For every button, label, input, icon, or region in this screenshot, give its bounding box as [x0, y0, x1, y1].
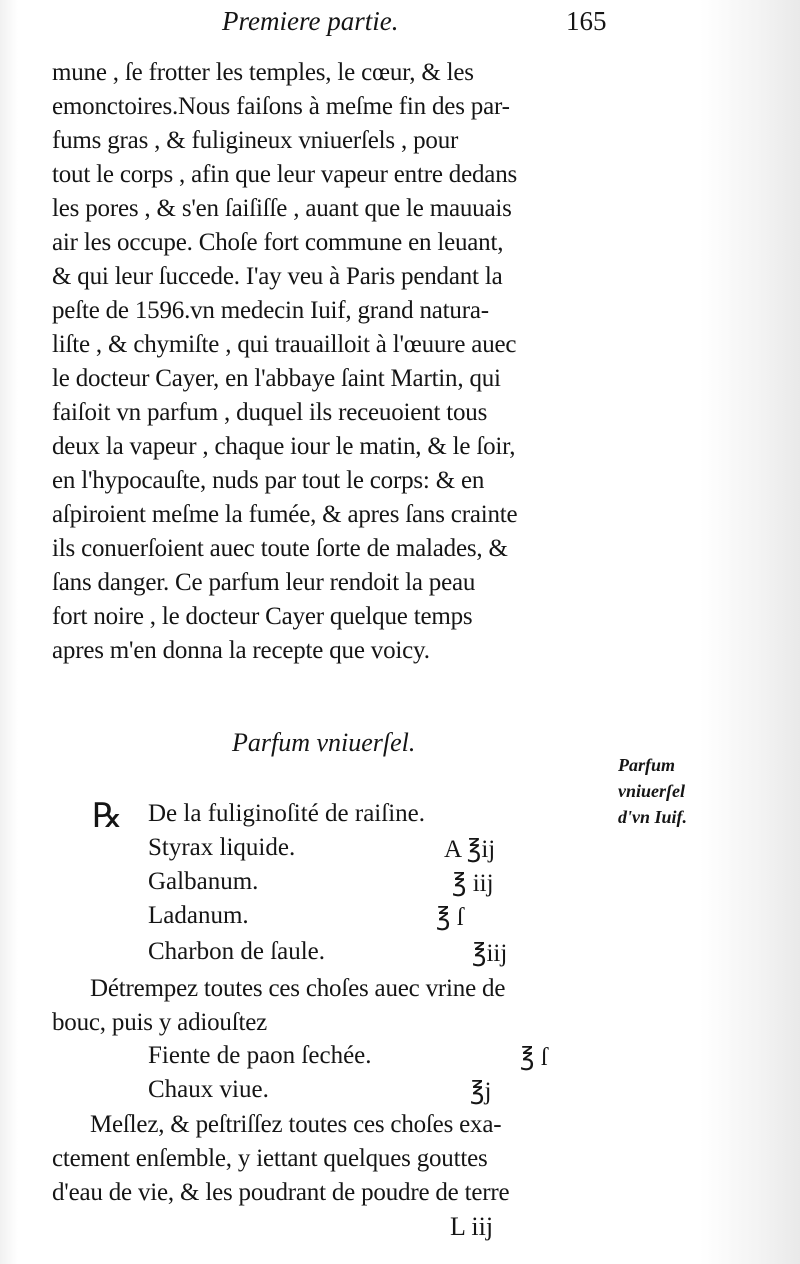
recipe-item-name: Styrax liquide.	[148, 834, 296, 861]
body-line: fort noire , le docteur Cayer quelque temps	[52, 603, 473, 630]
margin-note-line: Parfum	[618, 755, 676, 775]
recipe-symbol: ℞	[92, 796, 123, 836]
running-header-title: Premiere partie.	[222, 6, 399, 36]
recipe-instruction: bouc, puis y adiouſtez	[52, 1009, 267, 1036]
body-line: tout le corps , afin que leur vapeur entre dedans	[52, 161, 518, 188]
recipe-item-name: Fiente de paon ſechée.	[148, 1042, 372, 1069]
body-line: fums gras , & fuligineux vniuerſels , pour	[52, 127, 459, 154]
margin-note-line: d'vn Iuif.	[618, 807, 688, 827]
recipe-item-name: Ladanum.	[148, 902, 249, 929]
recipe-item-name: Chaux viue.	[148, 1076, 269, 1103]
body-line: mune , ſe frotter les temples, le cœur, & les	[52, 59, 474, 86]
body-line: apres m'en donna la recepte que voicy.	[52, 637, 430, 664]
page-number: 165	[566, 6, 607, 36]
body-line: aſpiroient meſme la fumée, & apres ſans crainte	[52, 501, 518, 528]
section-heading: Parfum vniuerſel.	[232, 728, 416, 757]
recipe-item-name: Charbon de ſaule.	[148, 938, 326, 965]
body-line: Meſlez, & peſtriſſez toutes ces choſes exa-	[90, 1111, 502, 1138]
body-line: le docteur Cayer, en l'abbaye ſaint Martin, qui	[52, 365, 501, 392]
body-line: ſans danger. Ce parfum leur rendoit la peau	[52, 569, 476, 596]
body-line: faiſoit vn parfum , duquel ils receuoient tous	[52, 399, 488, 426]
body-line: ils conuerſoient auec toute ſorte de malades, &	[52, 535, 508, 562]
recipe-item-qty: ℥ ſ	[520, 1044, 548, 1071]
body-line: & qui leur ſuccede. I'ay veu à Paris pendant la	[52, 263, 503, 290]
margin-note-line: vniuerſel	[618, 781, 685, 801]
recipe-instruction: Détrempez toutes ces choſes auec vrine de	[90, 975, 506, 1002]
recipe-item-qty: ℥ ſ	[436, 904, 464, 931]
body-line: emonctoires.Nous faiſons à meſme fin des par-	[52, 93, 510, 120]
body-line: deux la vapeur , chaque iour le matin, & le ſoir,	[52, 433, 516, 460]
body-line: ctement enſemble, y iettant quelques gouttes	[52, 1145, 488, 1172]
body-line: d'eau de vie, & les poudrant de poudre de terre	[52, 1179, 510, 1206]
recipe-item-name: Galbanum.	[148, 868, 259, 895]
recipe-item-qty: A ℥ij	[444, 836, 496, 863]
body-line: liſte , & chymiſte , qui trauailloit à l'œuure auec	[52, 331, 517, 358]
recipe-item-qty: ℥ iij	[452, 870, 494, 897]
body-line: peſte de 1596.vn medecin Iuif, grand natura-	[52, 297, 489, 324]
body-line: en l'hypocauſte, nuds par tout le corps: & en	[52, 467, 485, 494]
recipe-first-item: De la fuliginoſité de raiſine.	[148, 800, 425, 827]
body-line: air les occupe. Choſe fort commune en leuant,	[52, 229, 504, 256]
signature-mark: L iij	[450, 1212, 494, 1241]
body-line: les pores , & s'en ſaiſiſſe , auant que le mauuais	[52, 195, 512, 222]
recipe-item-qty: ℥j	[470, 1078, 492, 1105]
recipe-item-qty: ℥iij	[472, 940, 508, 967]
